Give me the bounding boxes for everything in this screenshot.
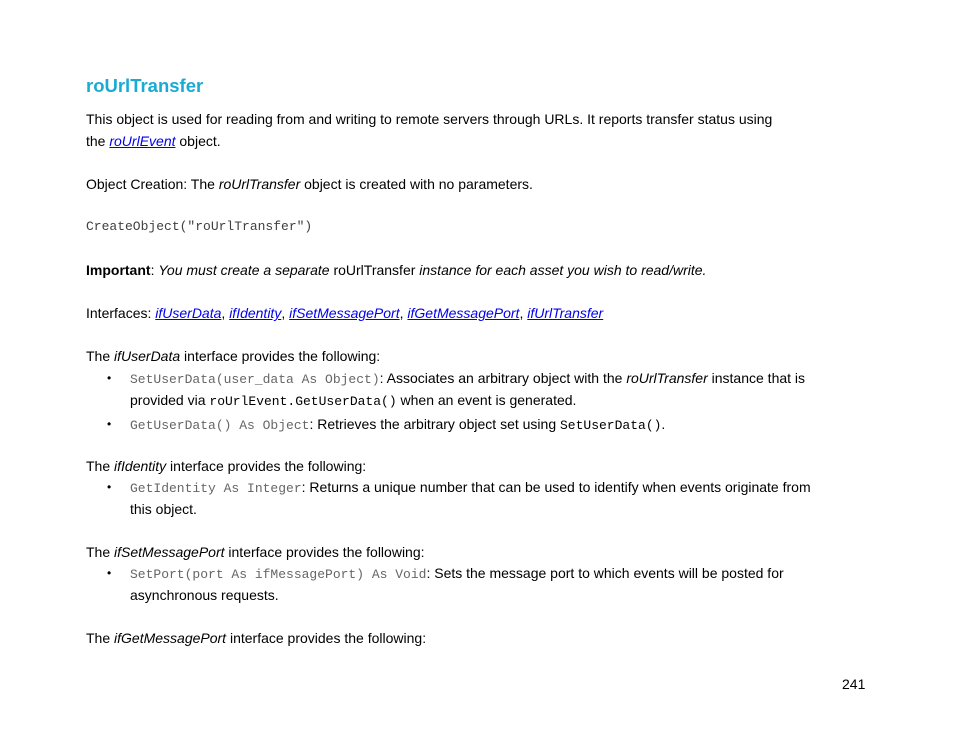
- important-label: Important: [86, 262, 151, 278]
- object-creation-text: Object Creation: The roUrlTransfer object is created with no parameters.: [86, 176, 533, 192]
- create-object-code: CreateObject("roUrlTransfer"): [86, 219, 313, 234]
- ifsetmessageport-list: [86, 563, 784, 606]
- bullet-icon: •: [107, 371, 112, 385]
- page-number: 241: [842, 676, 866, 692]
- ifsetmessageport-heading: The ifSetMessagePort interface provides the following:: [86, 544, 425, 560]
- list-item: • SetPort(port As ifMessagePort) As Void: Sets the message port to which events will be posted for asynchronous requests.: [107, 565, 784, 603]
- ifsetmessageport-link[interactable]: ifSetMessagePort: [289, 305, 400, 321]
- ifgetmessageport-heading: The ifGetMessagePort interface provides the following:: [86, 630, 427, 646]
- ifidentity-list: [86, 477, 811, 520]
- list-item: • SetUserData(user_data As Object): Associates an arbitrary object with the roUrlTransfer instance that is provided via roUrlEvent.GetUserData() when an event is generated.: [107, 370, 806, 409]
- page-title: roUrlTransfer: [86, 75, 204, 96]
- list-item: • GetIdentity As Integer: Returns a unique number that can be used to identify when events originate from this object.: [107, 479, 811, 517]
- bullet-icon: •: [107, 566, 112, 580]
- ifidentity-link[interactable]: ifIdentity: [229, 305, 282, 321]
- intro-line-2: the roUrlEvent object.: [86, 133, 221, 149]
- intro-line-1: This object is used for reading from and writing to remote servers through URLs. It reports transfer status using: [86, 111, 773, 127]
- ifuserdata-list: [86, 368, 805, 436]
- ifuserdata-heading: The ifUserData interface provides the following:: [86, 348, 381, 364]
- bullet-icon: •: [107, 417, 112, 431]
- ifuserdata-link[interactable]: ifUserData: [155, 305, 222, 321]
- rourlevent-link[interactable]: roUrlEvent: [109, 133, 176, 149]
- ifidentity-heading: The ifIdentity interface provides the following:: [86, 458, 367, 474]
- important-note: Important: You must create a separate roUrlTransfer instance for each asset you wish to read/write.: [86, 262, 707, 278]
- bullet-icon: •: [107, 480, 112, 494]
- ifgetmessageport-link[interactable]: ifGetMessagePort: [407, 305, 520, 321]
- interfaces-line: Interfaces: ifUserData, ifIdentity, ifSetMessagePort, ifGetMessagePort, ifUrlTransfer: [86, 305, 604, 321]
- list-item: • GetUserData() As Object: Retrieves the arbitrary object set using SetUserData().: [107, 416, 666, 433]
- ifurltransfer-link[interactable]: ifUrlTransfer: [527, 305, 604, 321]
